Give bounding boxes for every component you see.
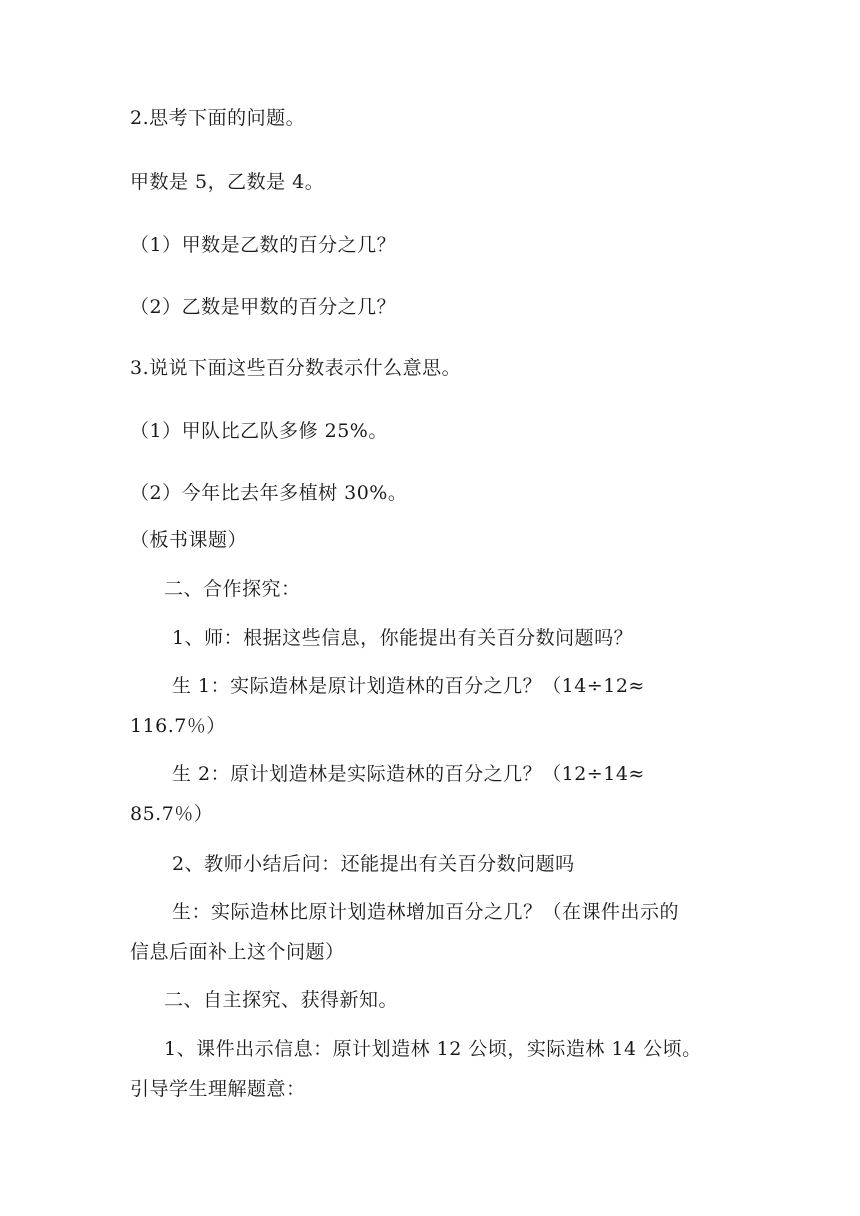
guide-understanding: 引导学生理解题意： xyxy=(130,1078,306,1100)
problem-2-question-2: （2）乙数是甲数的百分之几？ xyxy=(130,296,397,318)
section-cooperative-inquiry-heading: 二、合作探究： xyxy=(164,578,301,600)
problem-3-item-2: （2）今年比去年多植树 30%。 xyxy=(130,482,408,504)
problem-3-item-1: （1）甲队比乙队多修 25%。 xyxy=(130,420,388,442)
problem-2-question-1: （1）甲数是乙数的百分之几？ xyxy=(130,234,397,256)
board-title-note: （板书课题） xyxy=(130,529,248,551)
teacher-summary-question: 2、教师小结后问：还能提出有关百分数问题吗 xyxy=(172,853,575,875)
student-1-answer: 生 1：实际造林是原计划造林的百分之几？（14÷12≈ xyxy=(172,675,645,697)
student-answer: 生：实际造林比原计划造林增加百分之几？（在课件出示的 xyxy=(172,901,680,923)
problem-2-given: 甲数是 5，乙数是 4。 xyxy=(130,171,325,193)
teacher-question: 1、师：根据这些信息，你能提出有关百分数问题吗？ xyxy=(172,627,634,649)
student-1-answer-cont: 116.7％） xyxy=(130,715,226,737)
student-2-answer-cont: 85.7％） xyxy=(130,803,214,825)
problem-2-heading: 2.思考下面的问题。 xyxy=(130,107,306,129)
student-answer-cont: 信息后面补上这个问题） xyxy=(130,941,345,963)
section-self-inquiry-heading: 二、自主探究、获得新知。 xyxy=(164,989,399,1011)
courseware-info: 1、课件出示信息：原计划造林 12 公顷，实际造林 14 公顷。 xyxy=(164,1038,702,1060)
problem-3-heading: 3.说说下面这些百分数表示什么意思。 xyxy=(130,357,462,379)
student-2-answer: 生 2：原计划造林是实际造林的百分之几？（12÷14≈ xyxy=(172,763,645,785)
